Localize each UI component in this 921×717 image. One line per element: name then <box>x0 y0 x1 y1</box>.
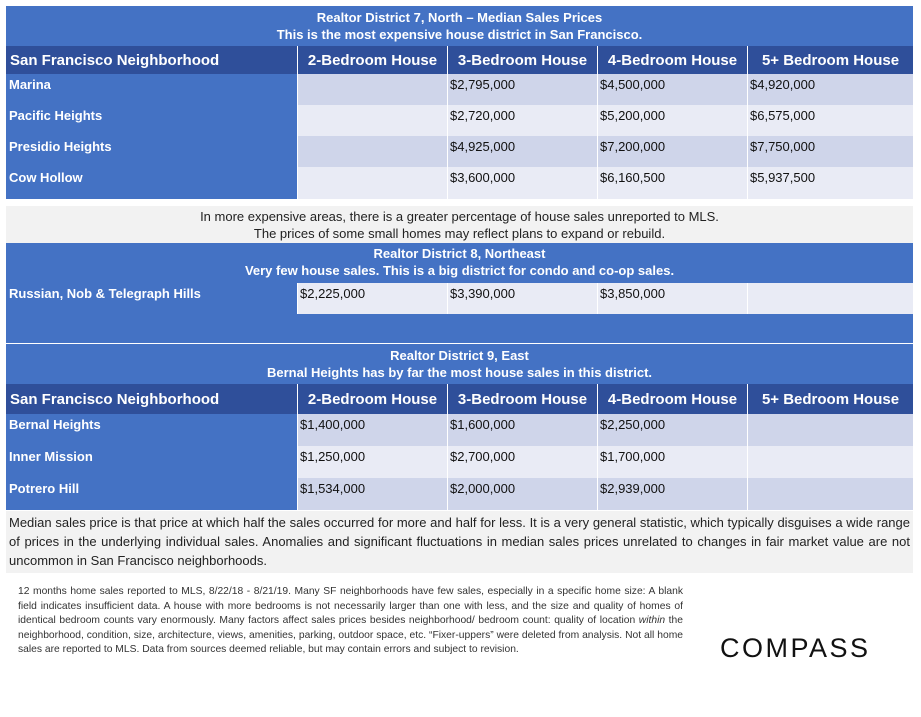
header-4-bedroom: 4-Bedroom House <box>598 384 748 414</box>
price-5-bedroom: $7,750,000 <box>748 136 913 167</box>
price-2-bedroom: $1,250,000 <box>298 446 448 478</box>
price-4-bedroom: $2,250,000 <box>598 414 748 446</box>
price-2-bedroom <box>298 105 448 136</box>
header-3-bedroom: 3-Bedroom House <box>448 46 598 74</box>
district7-note-2: The prices of some small homes may reflect plans to expand or rebuild. <box>253 226 666 241</box>
price-2-bedroom: $1,400,000 <box>298 414 448 446</box>
footnote <box>18 585 683 658</box>
district7-subtitle: This is the most expensive house district in San Francisco. <box>276 27 643 42</box>
table-row <box>6 446 913 478</box>
price-5-bedroom <box>748 283 913 314</box>
neighborhood-name: Pacific Heights <box>6 105 298 136</box>
table-row <box>6 136 913 167</box>
median-explanation: Median sales price is that price at which half the sales occurred for more and half for less. It is a very general statistic, which typically disguises a wide range of prices in the underlying individual sales. Anomalies and significant fluctuations in median sales prices unrelated to changes in fair market value are not uncommon in San Francisco neighborhoods. <box>6 511 913 573</box>
price-4-bedroom: $2,939,000 <box>598 478 748 510</box>
district7-note-1: In more expensive areas, there is a greater percentage of house sales unreported to MLS. <box>200 209 719 224</box>
price-5-bedroom <box>748 414 913 446</box>
header-neighborhood: San Francisco Neighborhood <box>6 384 298 414</box>
header-neighborhood: San Francisco Neighborhood <box>6 46 298 74</box>
price-3-bedroom: $2,000,000 <box>448 478 598 510</box>
spacer-band <box>6 314 913 343</box>
header-2-bedroom: 2-Bedroom House <box>298 384 448 414</box>
district9-title: Realtor District 9, East <box>390 348 529 363</box>
neighborhood-name: Potrero Hill <box>6 478 298 510</box>
neighborhood-name: Presidio Heights <box>6 136 298 167</box>
table-row <box>6 105 913 136</box>
header-5-bedroom: 5+ Bedroom House <box>761 390 900 408</box>
price-5-bedroom <box>748 446 913 478</box>
header-2-bedroom: 2-Bedroom House <box>298 46 448 74</box>
header-5-bedroom: 5+ Bedroom House <box>761 51 900 69</box>
price-5-bedroom <box>748 478 913 510</box>
price-3-bedroom: $4,925,000 <box>448 136 598 167</box>
price-5-bedroom: $5,937,500 <box>748 167 913 199</box>
price-3-bedroom: $3,390,000 <box>448 283 598 314</box>
price-3-bedroom: $1,600,000 <box>448 414 598 446</box>
price-2-bedroom: $1,534,000 <box>298 478 448 510</box>
price-3-bedroom: $2,700,000 <box>448 446 598 478</box>
district8-subtitle: Very few house sales. This is a big district for condo and co-op sales. <box>244 263 675 278</box>
neighborhood-name: Cow Hollow <box>6 167 298 199</box>
district9-subtitle: Bernal Heights has by far the most house sales in this district. <box>266 365 653 380</box>
price-4-bedroom: $4,500,000 <box>598 74 748 105</box>
district9-header-row <box>6 384 913 414</box>
district9-banner <box>6 344 913 384</box>
price-3-bedroom: $3,600,000 <box>448 167 598 199</box>
district9-table <box>6 414 913 510</box>
price-4-bedroom: $3,850,000 <box>598 283 748 314</box>
footnote-italic: within <box>638 615 666 626</box>
price-4-bedroom: $1,700,000 <box>598 446 748 478</box>
district7-notes <box>6 206 913 243</box>
header-4-bedroom: 4-Bedroom House <box>598 46 748 74</box>
table-row <box>6 74 913 105</box>
neighborhood-name: Inner Mission <box>6 446 298 478</box>
header-3-bedroom: 3-Bedroom House <box>448 384 598 414</box>
district7-table <box>6 74 913 199</box>
price-5-bedroom: $6,575,000 <box>748 105 913 136</box>
neighborhood-name: Bernal Heights <box>6 414 298 446</box>
table-row <box>6 167 913 199</box>
district7-title: Realtor District 7, North – Median Sales Prices <box>316 10 603 25</box>
price-5-bedroom: $4,920,000 <box>748 74 913 105</box>
footnote-part-1: 12 months home sales reported to MLS, 8/22/18 - 8/21/19. Many SF neighborhoods have few sales, especially in a specific home size: A blank field indicates insufficient data. A house with more bedrooms is not necessarily larger than one with less, and the size and quality of homes of identical bedroom counts vary enormously. Many factors affect sales prices besides neighborhood/ bedroom count: quality of location <box>18 586 683 626</box>
price-3-bedroom: $2,795,000 <box>448 74 598 105</box>
district7-banner <box>6 6 913 46</box>
price-2-bedroom <box>298 136 448 167</box>
district8-banner <box>6 243 913 283</box>
neighborhood-name: Marina <box>6 74 298 105</box>
footnote-part-2: the neighborhood, condition, size, architecture, views, amenities, parking, outdoor space, etc. “Fixer-uppers” were deleted from analysis. Not all home sales are reported to MLS. Data from sources deemed reliable, but may contain errors and subject to revision. <box>18 615 683 655</box>
price-3-bedroom: $2,720,000 <box>448 105 598 136</box>
district7-header-row <box>6 46 913 74</box>
neighborhood-name: Russian, Nob & Telegraph Hills <box>6 283 298 314</box>
price-2-bedroom <box>298 74 448 105</box>
price-4-bedroom: $5,200,000 <box>598 105 748 136</box>
table-row <box>6 283 913 314</box>
table-row <box>6 478 913 510</box>
price-4-bedroom: $7,200,000 <box>598 136 748 167</box>
price-2-bedroom <box>298 167 448 199</box>
compass-logo: COMPASS <box>720 633 871 663</box>
price-2-bedroom: $2,225,000 <box>298 283 448 314</box>
table-row <box>6 414 913 446</box>
price-4-bedroom: $6,160,500 <box>598 167 748 199</box>
district8-title: Realtor District 8, Northeast <box>373 246 546 261</box>
